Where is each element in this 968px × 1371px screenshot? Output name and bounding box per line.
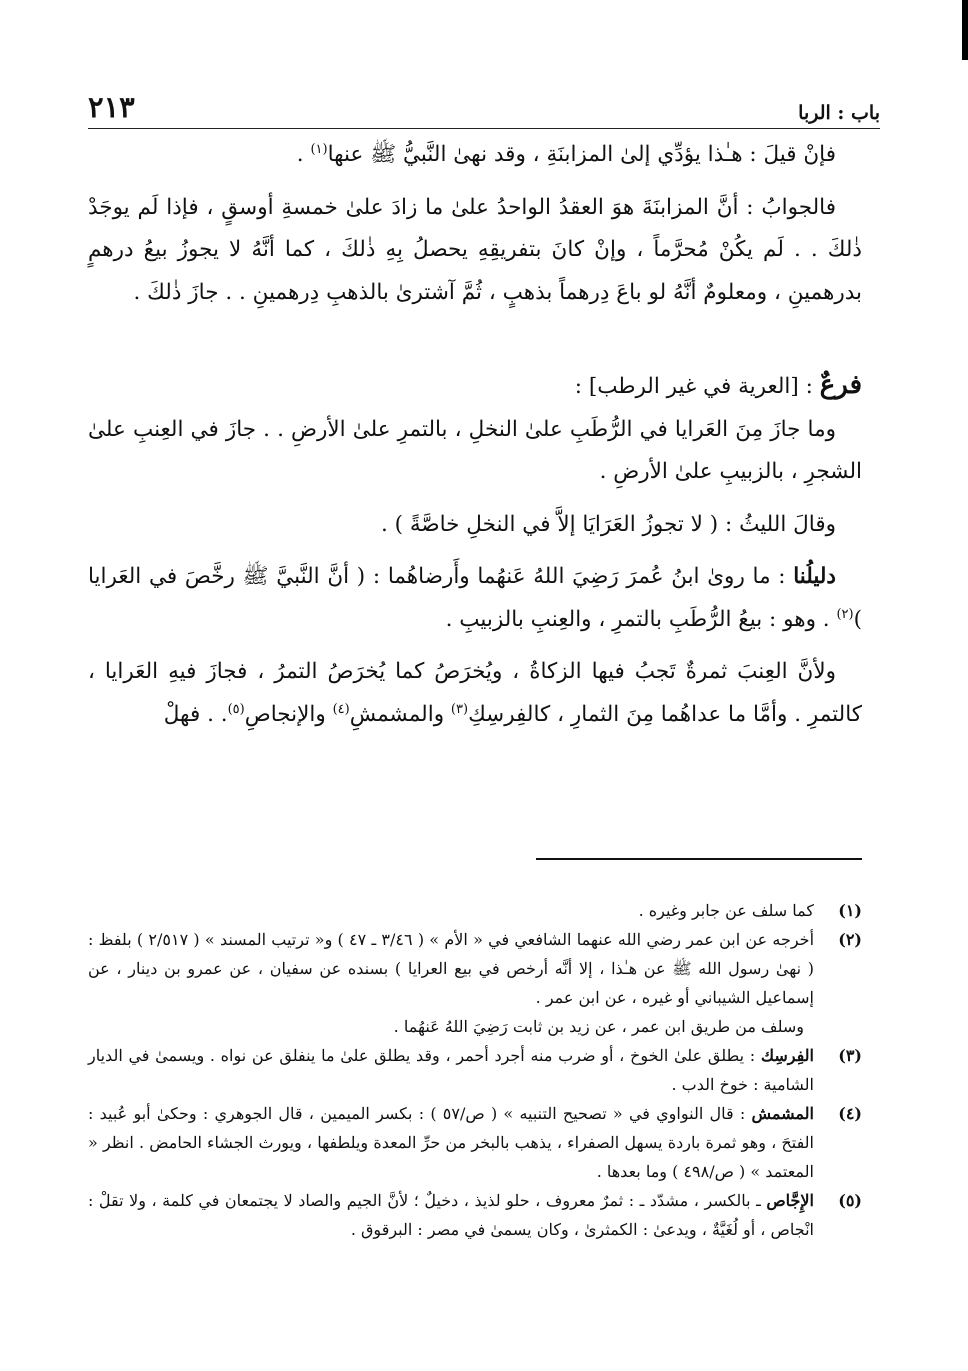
footnote-text: ـ بالكسر ، مشدّد ـ : ثمرٌ معروف ، حلو لذيذ ، دخيلٌ ؛ لأنَّ الجيم والصاد لا يجتمعان في كلمة ، ولا تقلْ : انْجاص ، أو لُغَيَّةٌ ، ويدعىٰ : الكمثرىٰ ، وكان يسمىٰ في مصر : البرقوق . [88,1191,814,1239]
paragraph-layth: وقالَ الليثُ : ( لا تجوزُ العَرَايَا إلاَّ في النخلِ خاصَّةً ) . [380,511,836,537]
footnote-separator [536,858,862,860]
footnote-ref-2: (٢) [836,606,854,622]
section-heading [88,364,862,409]
footnote-body [88,1099,814,1186]
section-spacer [88,314,862,364]
paragraph-answer: فالجوابُ : أنَّ المزابنَةَ هوَ العقدُ الواحدُ علىٰ ما زادَ علىٰ خمسةِ أوسقٍ ، فإذا لَم يوجَدْ ذٰلكَ . . لَم يكُنْ مُحرَّماً ، وإنْ كانَ بتفريقِهِ يحصلُ بِهِ ذٰلكَ ، كما أنَّهُ لا يجوزُ بيعُ درهمٍ بدرهمينِ ، ومعلومٌ أنَّهُ لو باعَ دِرهماً بذهبٍ ، ثُمَّ آشترىٰ بالذهبِ دِرهمينِ . . جازَ ذٰلكَ . [88,194,862,305]
footnote-number: (٥) [838,1191,862,1210]
footnote-1 [88,896,862,925]
evidence-end: . وهو : بيعُ الرُّطَبِ بالتمرِ ، والعِنبِ بالزبيبِ . [445,606,837,632]
footnote-ref-1: (١) [310,141,328,157]
grapes-end: . . فهلْ [163,701,228,727]
grapes-apricot: والمشمشِ [349,701,451,727]
section-title: : [العرية في غير الرطب] : [574,374,820,399]
footnote-term: الفِرسِك [760,1046,814,1065]
footnote-number: (٢) [838,930,862,949]
footnote-text: أخرجه عن ابن عمر رضي الله عنهما الشافعي في « الأم » ( ٣/٤٦ ـ ٤٧ ) و« ترتيب المسند » ( ٢/٥١٧ ) بلفظ : ( نهىٰ رسول الله ﷺ عن هـٰذا ، إلا أنَّه أرخص في بيع العرايا ) بسنده عن سفيان ، عن عمرو بن دينار ، عن إسماعيل الشيباني أو غيره ، عن ابن عمر . [88,930,815,1007]
main-text [88,134,862,736]
footnote-term: الإِجَّاص [766,1191,814,1210]
evidence-text: : ما روىٰ ابنُ عُمرَ رَضِيَ اللهُ عَنهُما وأَرضاهُما : ( أنَّ النَّبيَّ ﷺ رخَّصَ في العَرايا ) [88,564,862,632]
paragraph-ariya: وما جازَ مِنَ العَرايا في الرُّطَبِ علىٰ النخلِ ، بالتمرِ علىٰ الأرضِ . . جازَ في العِنبِ علىٰ الشجرِ ، بالزبيبِ علىٰ الأرضِ . [88,416,862,484]
footnote-ref-5: (٥) [227,701,245,717]
evidence-label: دليلُنا [793,564,836,589]
footnote-number: (٤) [838,1104,862,1123]
footnote-4 [88,1099,862,1186]
paragraph-objection [88,134,862,177]
grapes-text: ولأنَّ العِنبَ ثمرةٌ تَجبُ فيها الزكاةُ ، ويُخرَصُ كما يُخرَصُ التمرُ ، فجازَ فيهِ العَرايا ، كالتمرِ . وأمَّا ما عداهُما مِنَ الثمارِ ، كالفِرسِكِ [88,659,862,727]
footnote-text: : قال النواوي في « تصحيح التنبيه » ( ص/٥٧ ) : بكسر الميمين ، قال الجوهري : وحكىٰ أبو عُبيد : الفتحَ ، وهو ثمرة باردة يسهل الصفراء ، يذهب بالبخر من حرِّ المعدة ويلطفها ، ويورث الجشاء الحامض . انظر « المعتمد » ( ص/٤٩٨ ) وما بعدها . [88,1104,815,1181]
page-number: ٢١٣ [88,90,135,124]
footnote-text: كما سلف عن جابر وغيره . [638,901,814,920]
objection-end: . [296,142,311,167]
chapter-title: باب : الربا [798,102,880,124]
footnote-continuation: وسلف من طريق ابن عمر ، عن زيد بن ثابت رَضِيَ اللهُ عَنهُما . [393,1017,804,1036]
footnote-number: (٣) [838,1046,862,1065]
paragraph-grapes [88,651,862,736]
footnote-text: : يطلق علىٰ الخوخ ، أو ضرب منه أجرد أحمر ، وقد يطلق علىٰ ما ينفلق عن نواه . ويسمىٰ في الديار الشامية : خوخ الدب . [88,1046,814,1094]
footnotes [88,896,862,1244]
footnote-ref-3: (٣) [450,701,469,717]
footnote-body [88,1186,814,1244]
footnote-5 [88,1186,862,1244]
footnote-body [88,1041,814,1099]
grapes-pear: والإنجاصِ [244,701,333,727]
far-label: فرعٌ [819,370,862,400]
footnote-body [88,925,814,1041]
footnote-term: المشمش [751,1104,814,1123]
footnote-3 [88,1041,862,1099]
objection-text: فإنْ قيلَ : هـٰذا يؤدِّي إلىٰ المزابنَةِ ، وقد نهىٰ النَّبيُّ ﷺ عنها [327,142,836,167]
paragraph-evidence [88,556,862,641]
scan-edge-mark [952,0,968,60]
footnote-ref-4: (٤) [332,701,350,717]
footnote-number: (١) [838,901,862,920]
footnote-2 [88,925,862,1041]
running-header [88,86,880,129]
